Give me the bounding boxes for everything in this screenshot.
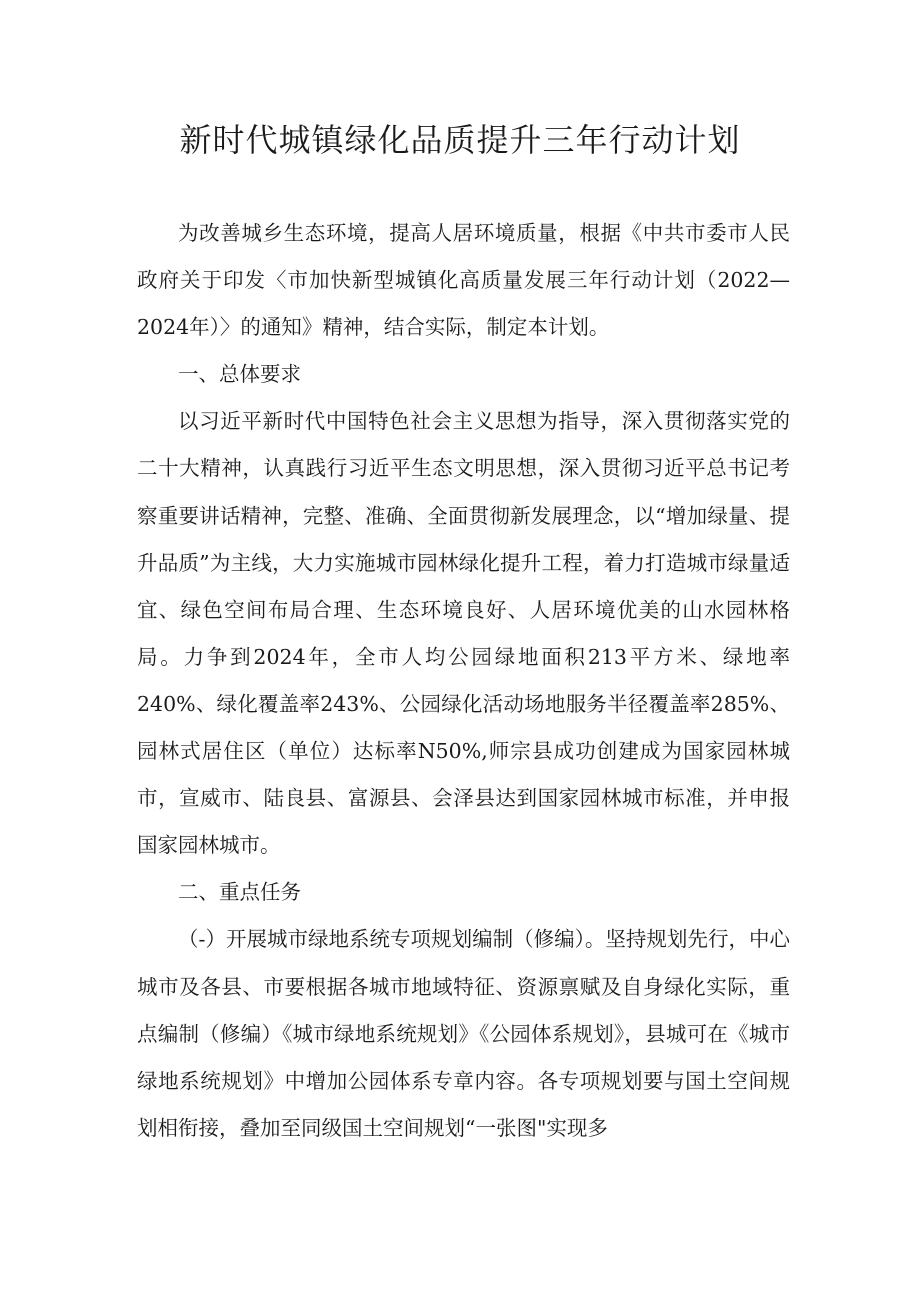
key-tasks-paragraph-1: （-）开展城市绿地系统专项规划编制（修编）。坚持规划先行，中心城市及各县、市要根据各城市地域特征、资源禀赋及自身绿化实际，重点编制（修编）《城市绿地系统规划》《公园体系规划》，县城可在《城市绿地系统规划》中增加公园体系专章内容。各专项规划要与国土空间规划相衔接，叠加至同级国土空间规划“一张图"实现多 bbox=[137, 927, 790, 1140]
document-body bbox=[137, 210, 790, 1152]
document-title: 新时代城镇绿化品质提升三年行动计划 bbox=[179, 121, 741, 159]
section-heading-general-requirements: 一、总体要求 bbox=[178, 362, 301, 387]
section-heading-key-tasks: 二、重点任务 bbox=[178, 880, 301, 905]
intro-paragraph: 为改善城乡生态环境，提高人居环境质量，根据《中共市委市人民政府关于印发〈市加快新型城镇化高质量发展三年行动计划（2022—2024年）〉的通知》精神，结合实际，制定本计划。 bbox=[137, 221, 790, 340]
general-requirements-paragraph: 以习近平新时代中国特色社会主义思想为指导，深入贯彻落实党的二十大精神，认真践行习近平生态文明思想，深入贯彻习近平总书记考察重要讲话精神，完整、准确、全面贯彻新发展理念，以“增加绿量、提升品质”为主线，大力实施城市园林绿化提升工程，着力打造城市绿量适宜、绿色空间布局合理、生态环境良好、人居环境优美的山水园林格局。力争到2024年，全市人均公园绿地面积213平方米、绿地率240%、绿化覆盖率243%、公园绿化活动场地服务半径覆盖率285%、园林式居住区（单位）达标率N50%,师宗县成功创建成为国家园林城市，宣威市、陆良县、富源县、会泽县达到国家园林城市标准，并申报国家园林城市。 bbox=[137, 409, 790, 858]
